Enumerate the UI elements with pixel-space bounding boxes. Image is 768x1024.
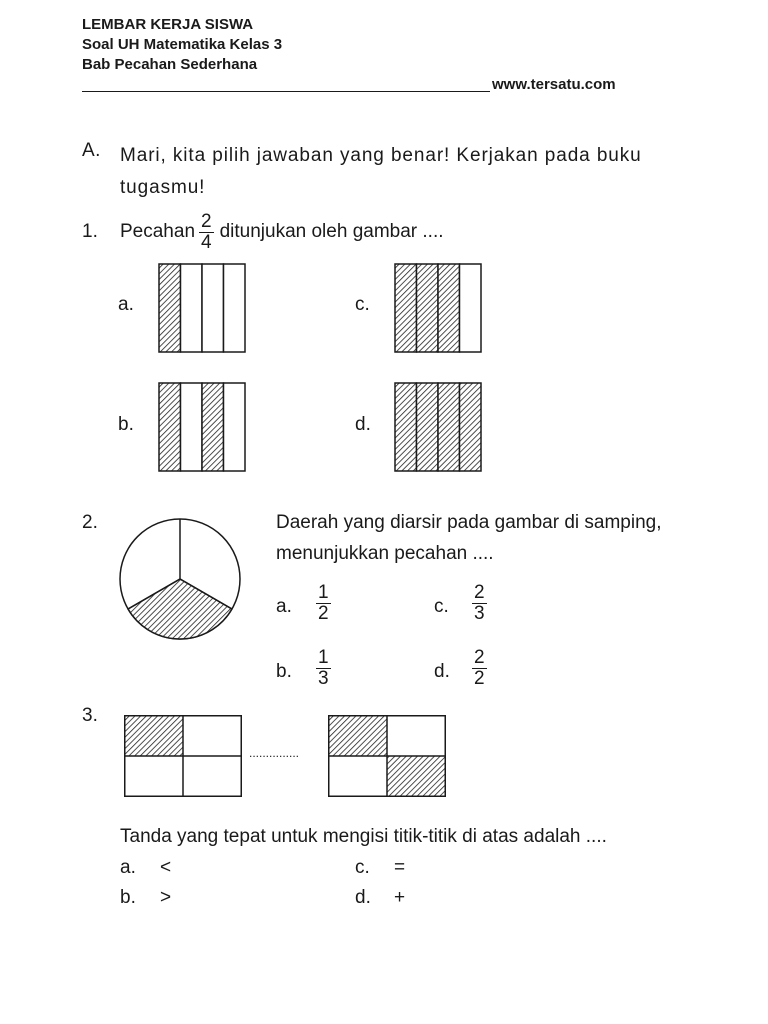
q1-text: [120, 206, 444, 258]
q2-option-c-label[interactable]: c.: [434, 596, 449, 617]
header-divider: [82, 91, 490, 92]
q1-option-b-label[interactable]: b.: [118, 414, 134, 435]
q2-option-d-numerator: 2: [474, 647, 485, 668]
q2-option-b-fraction[interactable]: [316, 649, 331, 688]
q2-option-a-fraction[interactable]: [316, 584, 331, 623]
q2-option-c-numerator: 2: [474, 582, 485, 603]
section-instruction: Mari, kita pilih jawaban yang benar! Kerjakan pada buku tugasmu!: [120, 145, 642, 198]
worksheet-chapter: Bab Pecahan Sederhana: [82, 56, 258, 73]
q2-option-d-label[interactable]: d.: [434, 661, 450, 682]
q1-option-d-figure[interactable]: [394, 382, 482, 472]
q3-blank-dots[interactable]: ...............: [249, 746, 300, 760]
q2-option-d-denominator: 2: [474, 668, 485, 689]
q3-option-d-label[interactable]: d.: [355, 887, 371, 908]
q2-option-b-label[interactable]: b.: [276, 661, 292, 682]
q2-text-line1: Daerah yang diarsir pada gambar di samping,: [276, 512, 662, 533]
q1-option-b-figure[interactable]: [158, 382, 246, 472]
shaded-strip: [417, 264, 439, 352]
section-label: A.: [82, 140, 101, 161]
shaded-strip: [202, 383, 224, 471]
website-link[interactable]: www.tersatu.com: [492, 76, 616, 93]
q3-option-c-value[interactable]: =: [394, 857, 406, 878]
q2-option-a-numerator: 1: [318, 582, 329, 603]
q1-number: 1.: [82, 221, 98, 242]
q3-number: 3.: [82, 705, 98, 726]
shaded-strip: [395, 383, 417, 471]
q1-text-after: ditunjukan oleh gambar ....: [219, 221, 444, 242]
q2-option-b-numerator: 1: [318, 647, 329, 668]
q2-option-d-fraction[interactable]: [472, 649, 487, 688]
q2-option-c-fraction[interactable]: [472, 584, 487, 623]
shaded-strip: [395, 264, 417, 352]
q3-right-shaded-cell-1: [329, 716, 387, 756]
shaded-strip: [417, 383, 439, 471]
q1-option-c-label[interactable]: c.: [355, 294, 370, 315]
q3-option-a-value[interactable]: <: [160, 857, 172, 878]
q3-left-grid: [124, 715, 242, 797]
shaded-strip: [460, 383, 482, 471]
q1-fraction: [199, 210, 214, 253]
empty-strip: [460, 264, 482, 352]
empty-strip: [202, 264, 224, 352]
q3-question: Tanda yang tepat untuk mengisi titik-titik di atas adalah ....: [120, 826, 607, 847]
shaded-strip: [438, 383, 460, 471]
q2-option-a-label[interactable]: a.: [276, 596, 292, 617]
q3-option-b-label[interactable]: b.: [120, 887, 136, 908]
empty-strip: [181, 383, 203, 471]
q1-option-a-label[interactable]: a.: [118, 294, 134, 315]
q3-option-b-value[interactable]: >: [160, 887, 172, 908]
shaded-strip: [159, 383, 181, 471]
q1-option-c-figure[interactable]: [394, 263, 482, 353]
q3-option-d-value[interactable]: +: [394, 887, 406, 908]
empty-strip: [181, 264, 203, 352]
q3-right-grid: [328, 715, 446, 797]
q2-option-c-denominator: 3: [474, 603, 485, 624]
shaded-strip: [438, 264, 460, 352]
worksheet-title: LEMBAR KERJA SISWA: [82, 16, 254, 33]
q2-number: 2.: [82, 512, 98, 533]
q3-left-shaded-cell: [125, 716, 183, 756]
q1-text-before: Pecahan: [120, 221, 196, 242]
q2-option-b-denominator: 3: [318, 668, 329, 689]
empty-strip: [224, 383, 246, 471]
shaded-strip: [159, 264, 181, 352]
q1-option-d-label[interactable]: d.: [355, 414, 371, 435]
q3-right-shaded-cell-2: [387, 756, 445, 796]
q3-option-c-label[interactable]: c.: [355, 857, 370, 878]
q1-fraction-numerator: 2: [201, 210, 212, 232]
q2-circle-figure: [118, 517, 242, 641]
q3-option-a-label[interactable]: a.: [120, 857, 136, 878]
q2-option-a-denominator: 2: [318, 603, 329, 624]
q2-text-line2: menunjukkan pecahan ....: [276, 543, 494, 564]
q1-fraction-denominator: 4: [201, 231, 212, 253]
worksheet-subject: Soal UH Matematika Kelas 3: [82, 36, 283, 53]
empty-strip: [224, 264, 246, 352]
q1-option-a-figure[interactable]: [158, 263, 246, 353]
